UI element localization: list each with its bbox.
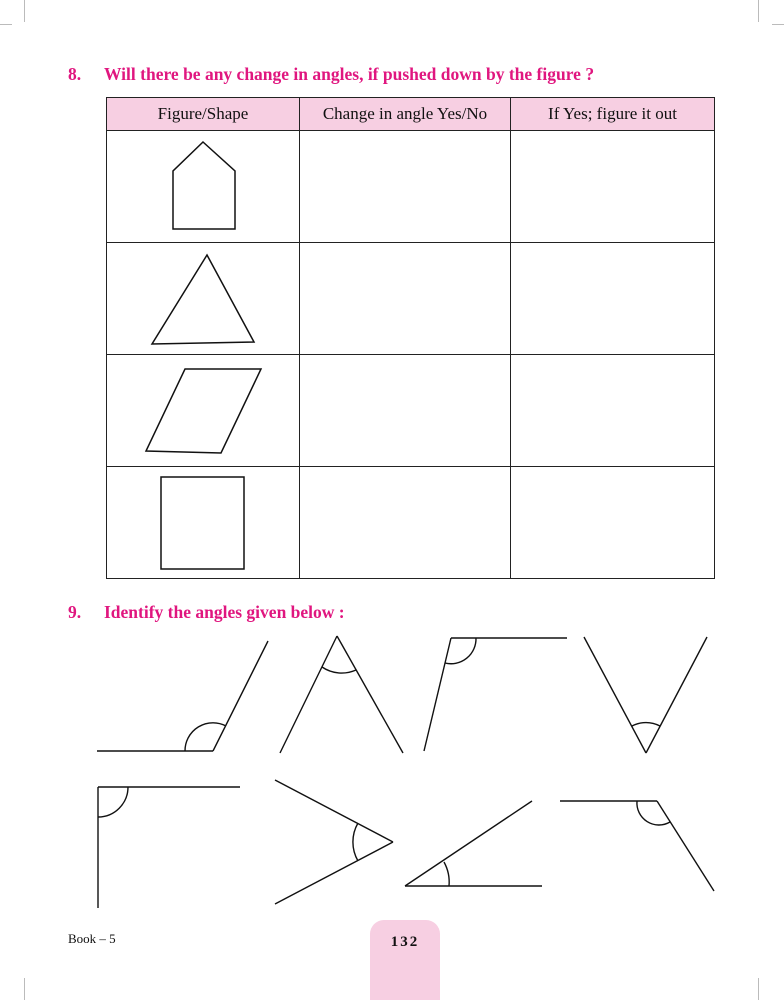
question-number: 8. — [68, 64, 82, 84]
angle-figure-3 — [424, 638, 567, 751]
angle-figure-1 — [97, 641, 268, 751]
question-number: 9. — [68, 602, 82, 622]
column-header-figure: Figure/Shape — [107, 98, 300, 131]
book-label: Book – 5 — [68, 931, 116, 946]
page-number: 132 — [390, 934, 420, 950]
page-number-tab — [370, 920, 440, 1000]
angle-figure-4 — [584, 637, 707, 753]
column-header-change: Change in angle Yes/No — [300, 98, 511, 131]
angle-figure-8 — [560, 801, 714, 891]
column-header-if-yes: If Yes; figure it out — [511, 98, 715, 131]
question-text: Will there be any change in angles, if pushed down by the figure ? — [104, 64, 595, 84]
angle-figure-5 — [98, 787, 240, 908]
question-text: Identify the angles given below : — [104, 602, 345, 622]
angle-figure-2 — [280, 636, 403, 753]
angle-figure-7 — [405, 801, 542, 886]
angle-figure-6 — [275, 780, 393, 904]
